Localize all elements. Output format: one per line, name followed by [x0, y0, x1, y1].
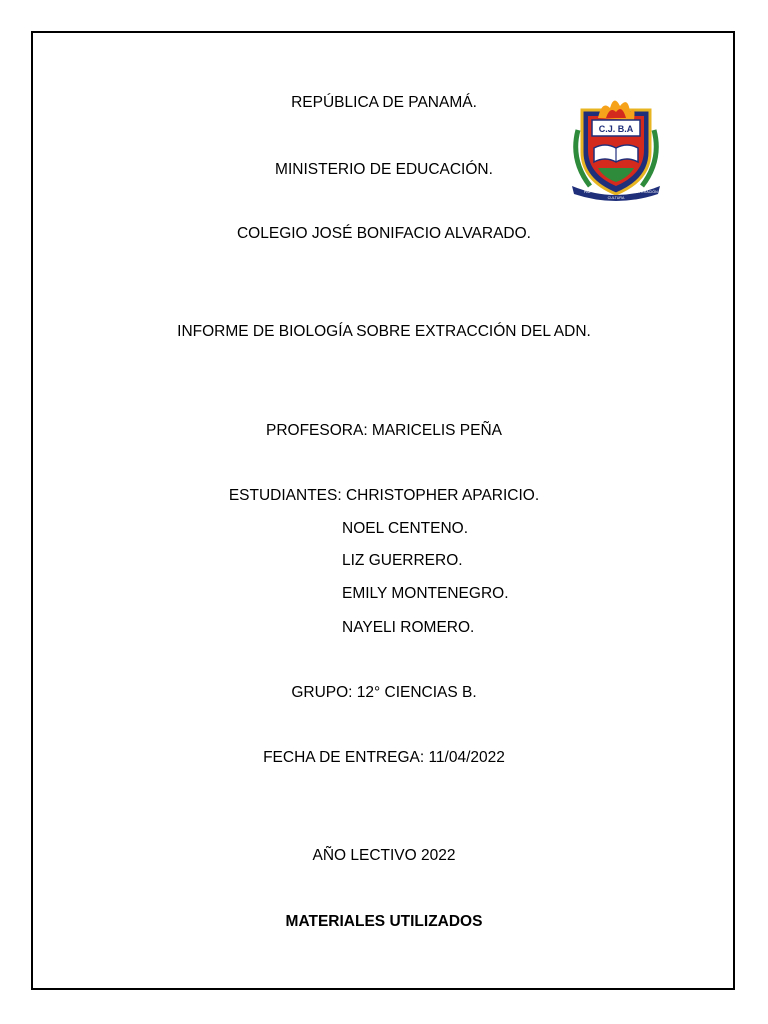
student-name: LIZ GUERRERO.	[342, 552, 463, 569]
school-year-line: AÑO LECTIVO 2022	[312, 847, 456, 864]
crest-motto-left: PAZ	[584, 190, 591, 194]
ministry-heading: MINISTERIO DE EDUCACIÓN.	[275, 161, 493, 178]
republic-heading: REPÚBLICA DE PANAMÁ.	[291, 94, 477, 111]
materials-heading: MATERIALES UTILIZADOS	[285, 913, 483, 930]
student-name: NOEL CENTENO.	[342, 520, 469, 537]
crest-motto-center: CULTURA	[607, 196, 625, 200]
crest-initials: C.J. B.A	[598, 124, 634, 134]
student-name: EMILY MONTENEGRO.	[342, 585, 509, 602]
delivery-date-line: FECHA DE ENTREGA: 11/04/2022	[263, 749, 505, 766]
school-crest-logo	[568, 90, 664, 202]
teacher-line: PROFESORA: MARICELIS PEÑA	[266, 422, 502, 439]
group-line: GRUPO: 12° CIENCIAS B.	[291, 684, 477, 701]
students-line: ESTUDIANTES: CHRISTOPHER APARICIO.	[228, 487, 540, 504]
report-title: INFORME DE BIOLOGÍA SOBRE EXTRACCIÓN DEL ADN.	[177, 323, 591, 340]
student-name: NAYELI ROMERO.	[342, 619, 475, 636]
crest-motto-right: SUPERACIÓN	[634, 190, 658, 194]
school-heading: COLEGIO JOSÉ BONIFACIO ALVARADO.	[236, 225, 531, 242]
